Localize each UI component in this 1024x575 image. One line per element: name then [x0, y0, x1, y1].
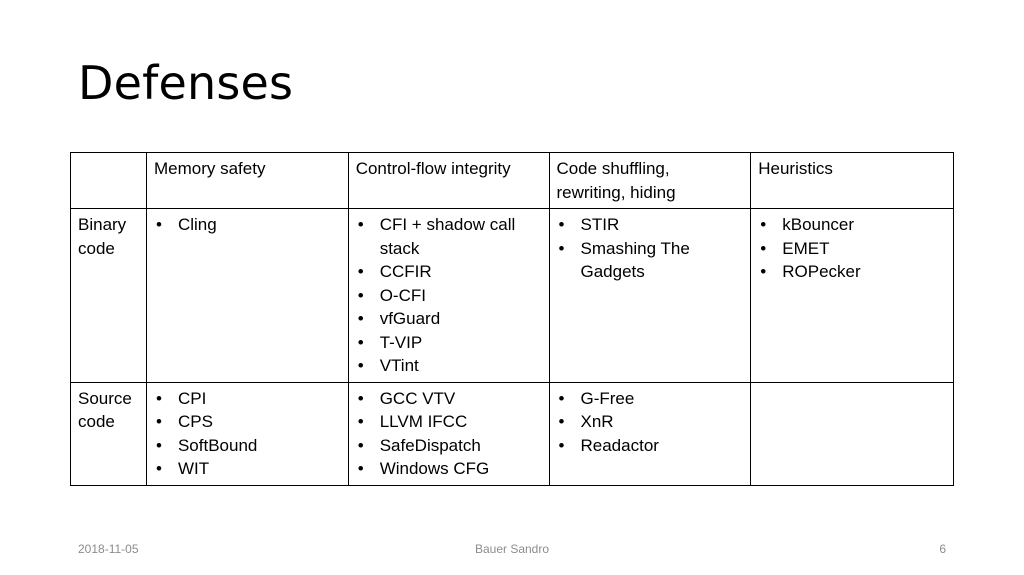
list-item: • SafeDispatch: [356, 434, 542, 458]
list-item: • Smashing The Gadgets: [557, 237, 744, 284]
cell-source-code-shuffling: [549, 382, 751, 485]
cell-binary-heuristics: [751, 209, 954, 383]
list-item: • G-Free: [557, 387, 744, 411]
list-item: • CPI: [154, 387, 341, 411]
list-item: • T-VIP: [356, 331, 542, 355]
defense-list: [356, 387, 542, 481]
defenses-table: [70, 152, 954, 486]
list-item: • CFI + shadow call stack: [356, 213, 542, 260]
defense-list: [557, 213, 744, 284]
list-item: • Cling: [154, 213, 341, 237]
footer-date: 2018-11-05: [78, 542, 139, 556]
list-item: • CCFIR: [356, 260, 542, 284]
cell-source-control-flow-integrity: [348, 382, 549, 485]
footer-author: Bauer Sandro: [474, 542, 550, 556]
header-cell-code-shuffling: Code shuffling, rewriting, hiding: [549, 153, 751, 209]
list-item: • vfGuard: [356, 307, 542, 331]
header-cell-heuristics: Heuristics: [751, 153, 954, 209]
list-item: • SoftBound: [154, 434, 341, 458]
list-item: • CPS: [154, 410, 341, 434]
list-item: • ROPecker: [758, 260, 946, 284]
cell-binary-memory-safety: [146, 209, 348, 383]
list-item: • GCC VTV: [356, 387, 542, 411]
row-label-binary-code: Binary code: [71, 209, 147, 383]
list-item: • EMET: [758, 237, 946, 261]
list-item: • O-CFI: [356, 284, 542, 308]
list-item: • VTint: [356, 354, 542, 378]
list-item: • STIR: [557, 213, 744, 237]
list-item: • kBouncer: [758, 213, 946, 237]
list-item: • Readactor: [557, 434, 744, 458]
defense-list: [758, 213, 946, 284]
cell-source-memory-safety: [146, 382, 348, 485]
cell-binary-code-shuffling: [549, 209, 751, 383]
table-header-row: [71, 153, 954, 209]
defense-list: [557, 387, 744, 458]
footer-page-number: 6: [939, 542, 946, 556]
table-row-binary-code: [71, 209, 954, 383]
header-cell-control-flow-integrity: Control-flow integrity: [348, 153, 549, 209]
slide-title: Defenses: [78, 56, 294, 110]
header-cell-corner: [71, 153, 147, 209]
list-item: • Windows CFG: [356, 457, 542, 481]
cell-source-heuristics: [751, 382, 954, 485]
table-row-source-code: [71, 382, 954, 485]
row-label-source-code: Source code: [71, 382, 147, 485]
header-cell-memory-safety: Memory safety: [146, 153, 348, 209]
defense-list: [154, 387, 341, 481]
cell-binary-control-flow-integrity: [348, 209, 549, 383]
list-item: • WIT: [154, 457, 341, 481]
defense-list: [356, 213, 542, 378]
list-item: • XnR: [557, 410, 744, 434]
list-item: • LLVM IFCC: [356, 410, 542, 434]
defense-list: [154, 213, 341, 237]
